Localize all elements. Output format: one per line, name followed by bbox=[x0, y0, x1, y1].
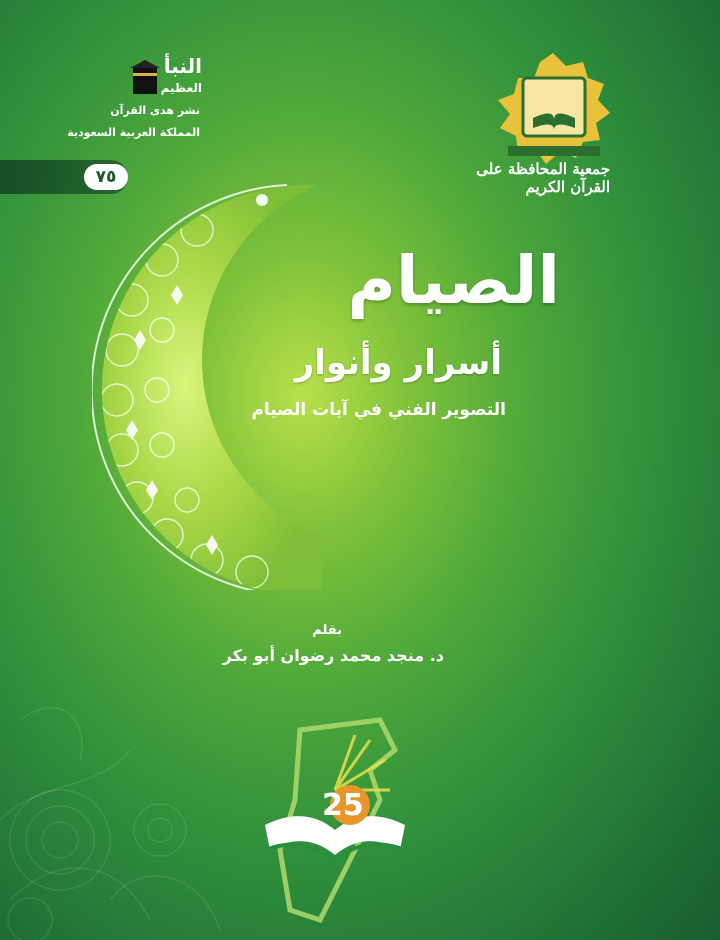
publisher-name: النبأ bbox=[163, 54, 202, 78]
society-name: جمعية المحافظة على القرآن الكريم bbox=[476, 160, 610, 196]
book-subtitle: أسرار وأنوار bbox=[294, 343, 502, 383]
book-tagline: التصوير الفني في آيات الصيام bbox=[251, 400, 506, 420]
book-title: الصيام bbox=[347, 242, 560, 319]
publisher-country: المملكة العربية السعودية bbox=[67, 126, 200, 139]
author-name: د. منجد محمد رضوان أبو بكر bbox=[222, 646, 444, 665]
crescent-moon-illustration bbox=[92, 180, 322, 590]
publisher-name-second: العظيم bbox=[160, 81, 202, 95]
anniversary-emblem bbox=[260, 710, 410, 930]
series-number-badge: ٧٥ bbox=[84, 164, 128, 190]
byline-label: بقلم bbox=[312, 623, 342, 638]
publisher-slogan: نشر هدى القرآن bbox=[110, 104, 200, 117]
publisher-logo bbox=[50, 54, 200, 146]
anniversary-number: 25 bbox=[322, 788, 364, 823]
